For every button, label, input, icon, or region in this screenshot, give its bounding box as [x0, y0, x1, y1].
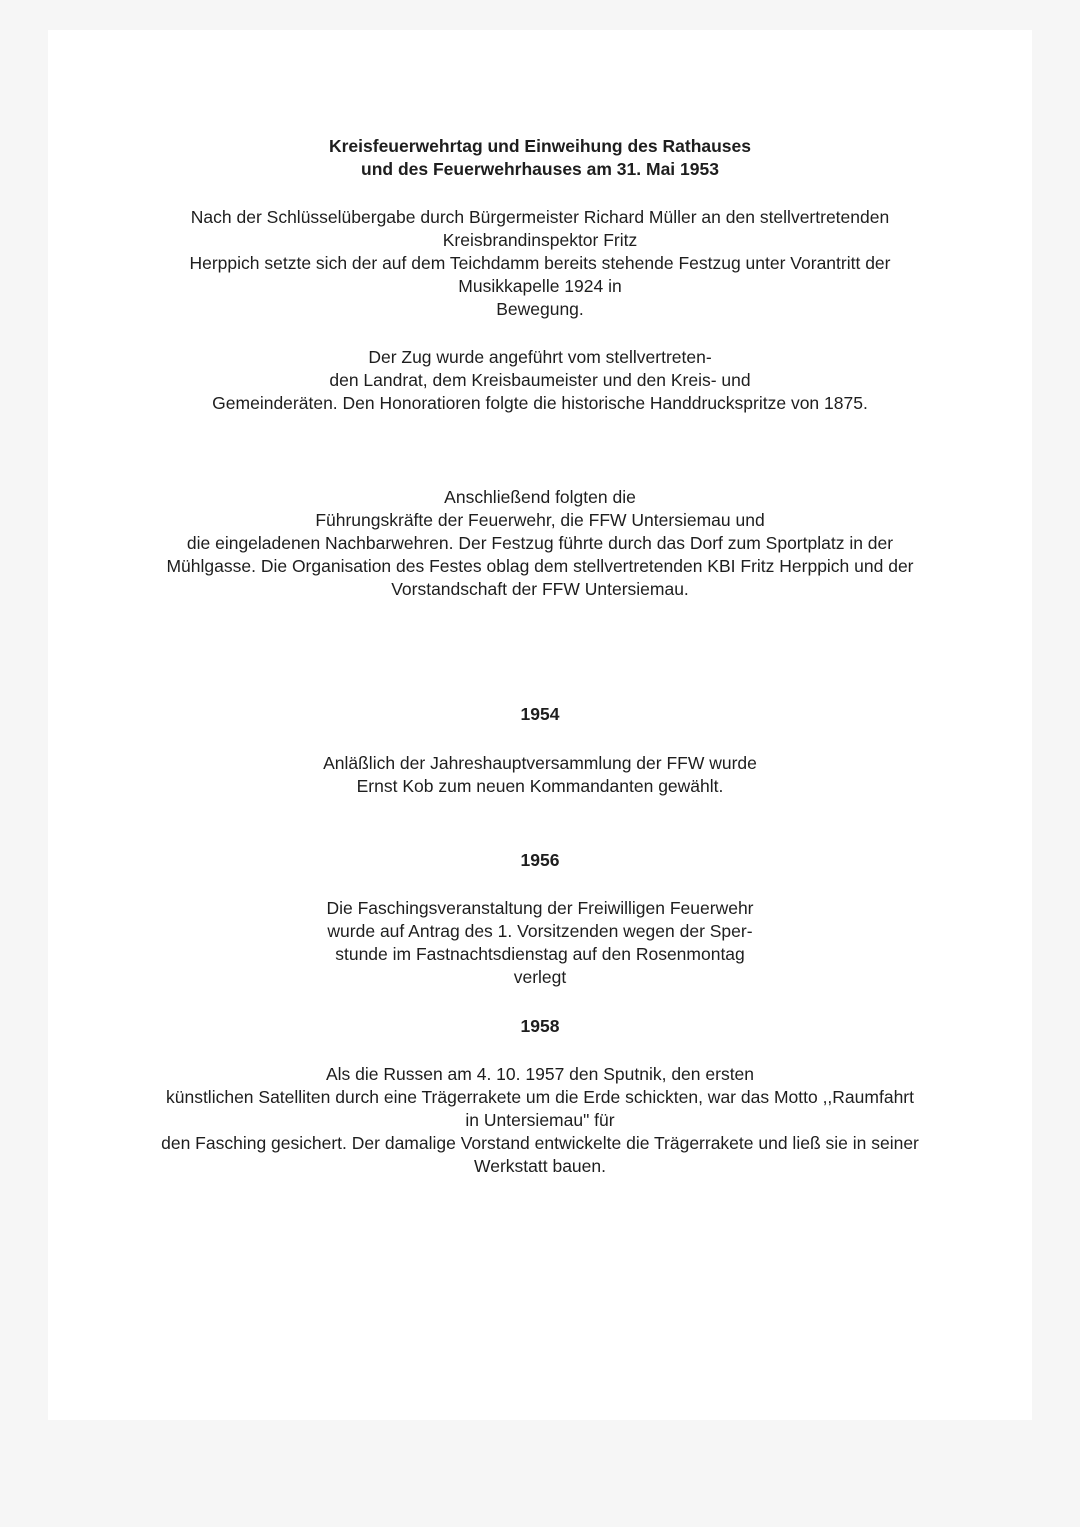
section-1956-line: wurde auf Antrag des 1. Vorsitzenden wegen der Sper-	[327, 921, 753, 941]
section-1954-line: Ernst Kob zum neuen Kommandanten gewählt.	[356, 776, 724, 796]
section-1958-line: Als die Russen am 4. 10. 1957 den Sputnik, den ersten	[325, 1064, 755, 1084]
section-1958-line: den Fasching gesichert. Der damalige Vorstand entwickelte die Trägerrakete und ließ sie in seiner	[161, 1133, 919, 1153]
document-page	[48, 30, 1032, 1420]
section-1956-line: Die Faschingsveranstaltung der Freiwilligen Feuerwehr	[326, 898, 754, 918]
paragraph-3-line: Mühlgasse. Die Organisation des Festes oblag dem stellvertretenden KBI Fritz Herppich und der	[166, 556, 914, 576]
section-1954-line: Anläßlich der Jahreshauptversammlung der FFW wurde	[323, 753, 757, 773]
year-heading-1958: 1958	[520, 1016, 560, 1036]
paragraph-1-line: Nach der Schlüsselübergabe durch Bürgermeister Richard Müller an den stellvertretenden	[190, 207, 890, 227]
paragraph-3-line: Führungskräfte der Feuerwehr, die FFW Untersiemau und	[315, 510, 765, 530]
paragraph-1-line: Musikkapelle 1924 in	[458, 276, 622, 296]
paragraph-3-line: die eingeladenen Nachbarwehren. Der Festzug führte durch das Dorf zum Sportplatz in der	[186, 533, 894, 553]
section-1956-line: stunde im Fastnachtsdienstag auf den Rosenmontag	[335, 944, 745, 964]
paragraph-3-line: Anschließend folgten die	[444, 487, 636, 507]
section-1958-line: künstlichen Satelliten durch eine Trägerrakete um die Erde schickten, war das Motto ,,Raumfahrt	[165, 1087, 914, 1107]
paragraph-2-line: Der Zug wurde angeführt vom stellvertreten-	[368, 347, 712, 367]
section-1958-line: Werkstatt bauen.	[474, 1156, 606, 1176]
document-title-line-1: Kreisfeuerwehrtag und Einweihung des Rathauses	[328, 136, 752, 156]
document-title-line-2: und des Feuerwehrhauses am 31. Mai 1953	[361, 159, 719, 179]
paragraph-1-line: Bewegung.	[496, 299, 584, 319]
paragraph-1-line: Kreisbrandinspektor Fritz	[442, 230, 638, 250]
paragraph-3-line: Vorstandschaft der FFW Untersiemau.	[391, 579, 689, 599]
paragraph-2-line: den Landrat, dem Kreisbaumeister und den Kreis- und	[329, 370, 751, 390]
section-1958-line: in Untersiemau" für	[465, 1110, 615, 1130]
paragraph-1-line: Herppich setzte sich der auf dem Teichdamm bereits stehende Festzug unter Vorantritt der	[189, 253, 891, 273]
year-heading-1954: 1954	[520, 704, 560, 724]
paragraph-2-line: Gemeinderäten. Den Honoratioren folgte die historische Handdruckspritze von 1875.	[212, 393, 868, 413]
section-1956-line: verlegt	[513, 967, 567, 987]
year-heading-1956: 1956	[520, 850, 560, 870]
